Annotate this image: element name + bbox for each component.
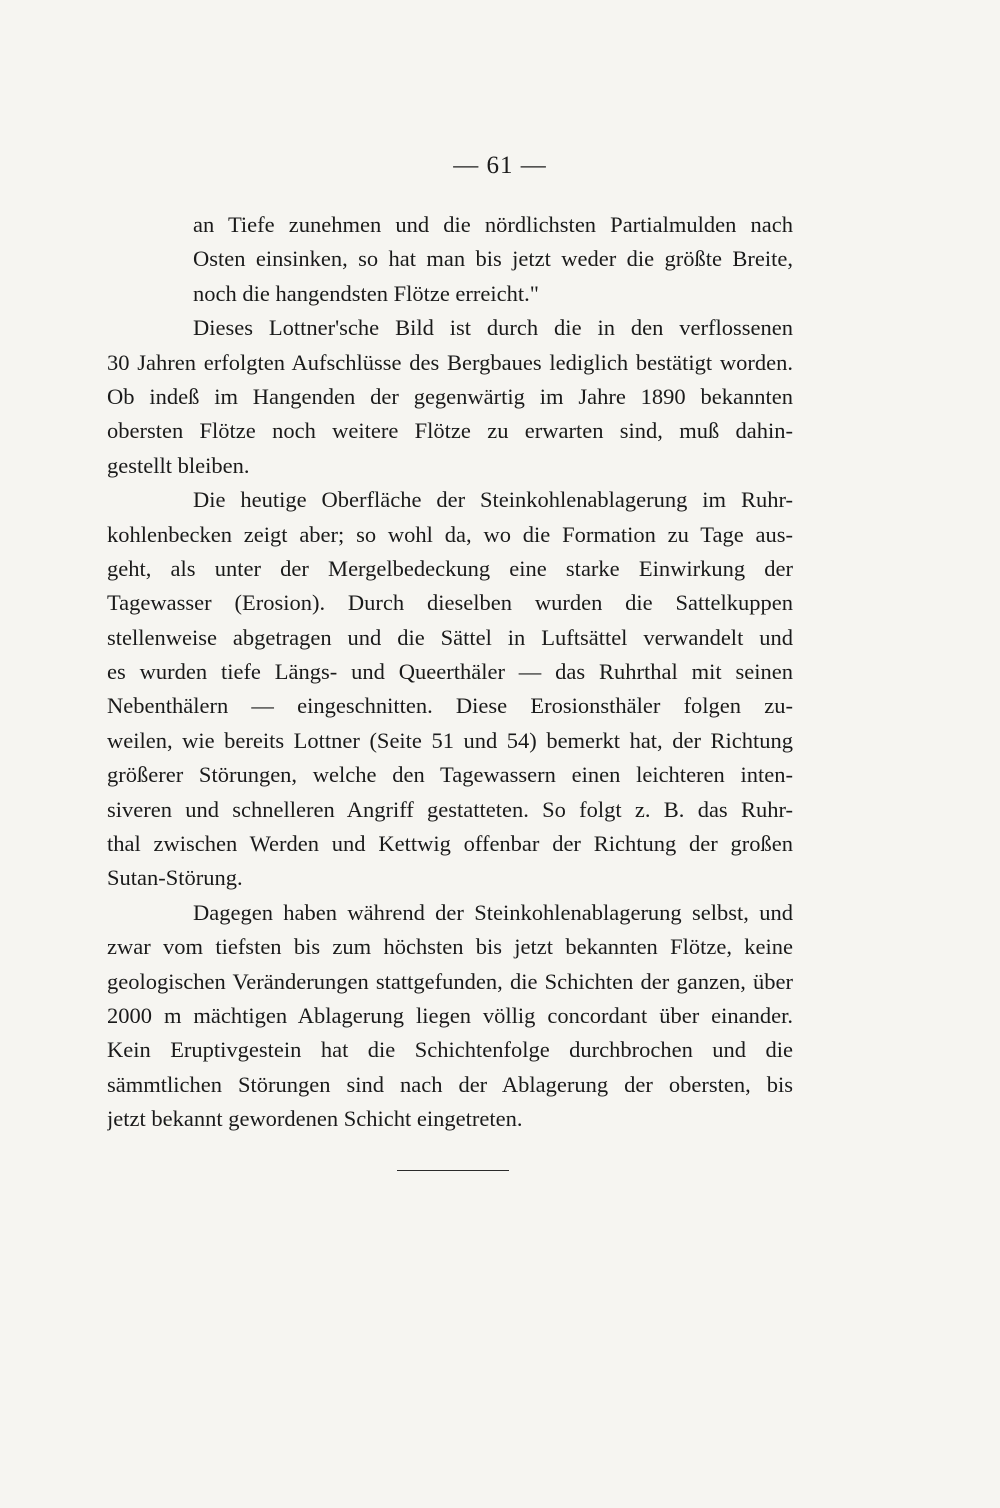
text-line: obersten Flötze noch weitere Flötze zu erwarten sind, muß dahin- (107, 418, 793, 444)
text-line: sämmtlichen Störungen sind nach der Ablagerung der obersten, bis (107, 1071, 793, 1097)
text-line: geologischen Veränderungen stattgefunden, die Schichten der ganzen, über (107, 968, 793, 994)
text-line: weilen, wie bereits Lottner (Seite 51 und 54) bemerkt hat, der Richtung (107, 727, 793, 753)
text-line: 2000 m mächtigen Ablagerung liegen völlig concordant über einander. (107, 1002, 793, 1028)
page-number: — 61 — (453, 152, 547, 179)
text-line: Sutan-Störung. (107, 865, 243, 891)
text-line: geht, als unter der Mergelbedeckung eine starke Einwirkung der (107, 555, 793, 581)
text-line: stellenweise abgetragen und die Sättel in Luftsättel verwandelt und (107, 624, 793, 650)
text-line: größerer Störungen, welche den Tagewassern einen leichteren inten- (107, 762, 793, 788)
text-line: es wurden tiefe Längs- und Queerthäler — das Ruhrthal mit seinen (107, 659, 793, 685)
text-line: Ob indeß im Hangenden der gegenwärtig im Jahre 1890 bekannten (107, 383, 793, 409)
text-line: Osten einsinken, so hat man bis jetzt weder die größte Breite, (193, 246, 793, 272)
section-end-rule (397, 1170, 509, 1171)
text-line: an Tiefe zunehmen und die nördlichsten Partialmulden nach (193, 212, 793, 237)
text-line: Dagegen haben während der Steinkohlenablagerung selbst, und (193, 899, 793, 925)
text-line: kohlenbecken zeigt aber; so wohl da, wo die Formation zu Tage aus- (107, 521, 793, 547)
text-line: Kein Eruptivgestein hat die Schichtenfolge durchbrochen und die (107, 1037, 793, 1063)
text-line: noch die hangendsten Flötze erreicht." (193, 280, 539, 306)
text-line: Die heutige Oberfläche der Steinkohlenablagerung im Ruhr- (193, 487, 793, 513)
text-line: thal zwischen Werden und Kettwig offenbar der Richtung der großen (107, 831, 793, 857)
text-line: zwar vom tiefsten bis zum höchsten bis jetzt bekannten Flötze, keine (107, 934, 793, 960)
text-line: Tagewasser (Erosion). Durch dieselben wurden die Sattelkuppen (107, 590, 793, 616)
text-line: Nebenthälern — eingeschnitten. Diese Erosionsthäler folgen zu- (107, 693, 793, 719)
text-line: siveren und schnelleren Angriff gestatteten. So folgt z. B. das Ruhr- (107, 796, 793, 822)
text-line: 30 Jahren erfolgten Aufschlüsse des Bergbaues lediglich bestätigt worden. (107, 349, 793, 375)
text-line: gestellt bleiben. (107, 452, 250, 478)
text-line: jetzt bekannt gewordenen Schicht eingetreten. (107, 1106, 523, 1132)
text-line: Dieses Lottner'sche Bild ist durch die in den verflossenen (193, 315, 793, 341)
body-text (107, 208, 793, 1137)
